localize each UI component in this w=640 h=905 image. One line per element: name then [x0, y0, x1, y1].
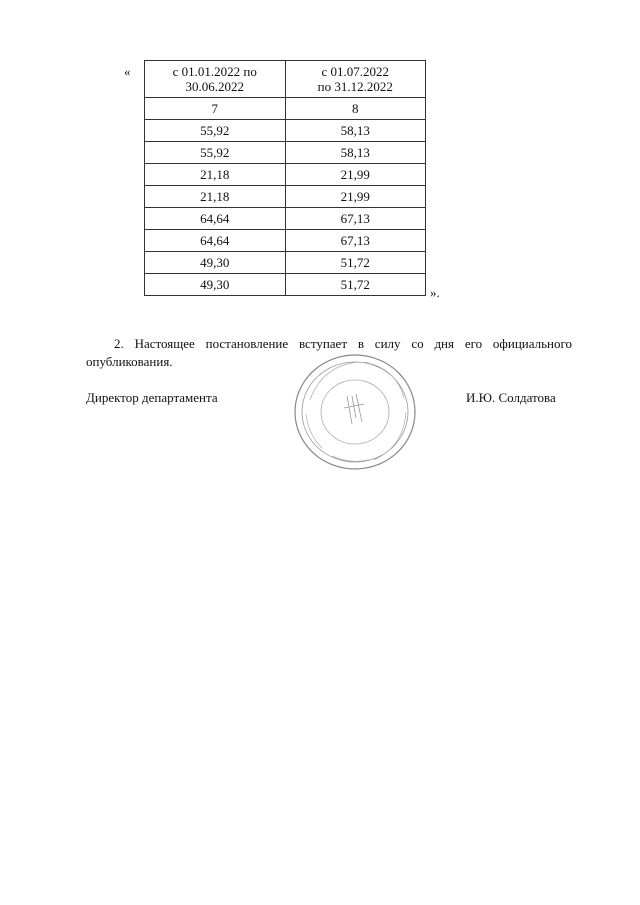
table-row — [145, 274, 426, 296]
rates-table — [144, 60, 426, 296]
header-2-line-2: по 31.12.2022 — [317, 79, 393, 94]
table-cell: 49,30 — [145, 274, 286, 296]
opening-quote: « — [124, 64, 131, 79]
effective-date-paragraph: 2. Настоящее постановление вступает в силу со дня его официального опубликования. — [86, 336, 572, 369]
signatory-title: Директор департамента — [86, 390, 218, 405]
table-cell: 21,18 — [145, 164, 286, 186]
official-seal-icon — [292, 352, 418, 472]
header-2-line-1: с 01.07.2022 — [321, 64, 390, 79]
signatory-name: И.Ю. Солдатова — [466, 390, 556, 405]
table-row — [145, 142, 426, 164]
column-number-8: 8 — [285, 98, 426, 120]
header-period-2 — [285, 61, 426, 98]
table-cell: 67,13 — [285, 208, 426, 230]
table-cell: 58,13 — [285, 120, 426, 142]
table-header-row — [145, 61, 426, 98]
table-cell: 21,18 — [145, 186, 286, 208]
table-row — [145, 186, 426, 208]
header-1-line-2: 30.06.2022 — [185, 79, 244, 94]
closing-quote: ». — [430, 285, 440, 300]
table-cell: 64,64 — [145, 230, 286, 252]
table-cell: 55,92 — [145, 142, 286, 164]
table-row — [145, 252, 426, 274]
header-1-line-1: с 01.01.2022 по — [172, 64, 257, 79]
table-cell: 51,72 — [285, 252, 426, 274]
column-number-7: 7 — [145, 98, 286, 120]
header-period-1 — [145, 61, 286, 98]
table-cell: 58,13 — [285, 142, 426, 164]
table-cell: 21,99 — [285, 164, 426, 186]
table-cell: 64,64 — [145, 208, 286, 230]
table-row — [145, 208, 426, 230]
table-cell: 67,13 — [285, 230, 426, 252]
table-row — [145, 230, 426, 252]
column-number-row — [145, 98, 426, 120]
table-cell: 21,99 — [285, 186, 426, 208]
table-cell: 55,92 — [145, 120, 286, 142]
table-cell: 51,72 — [285, 274, 426, 296]
table-row — [145, 164, 426, 186]
table-cell: 49,30 — [145, 252, 286, 274]
table-row — [145, 120, 426, 142]
